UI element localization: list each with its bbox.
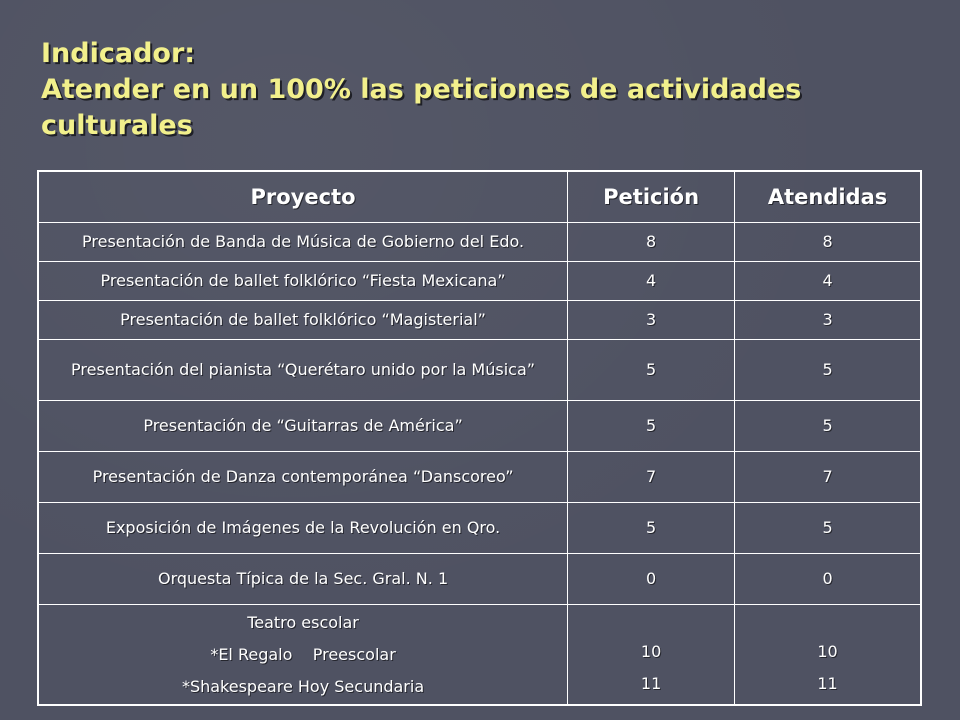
cell-peticion: 3: [568, 301, 735, 340]
header-proyecto: Proyecto: [38, 171, 568, 223]
table-row: [38, 340, 921, 401]
header-peticion: Petición: [568, 171, 735, 223]
cell-atendidas: 7: [735, 452, 921, 503]
table-row: [38, 401, 921, 452]
cell-proyecto: Orquesta Típica de la Sec. Gral. N. 1: [38, 554, 568, 605]
table-row: [38, 605, 921, 706]
cell-peticion: 5: [568, 401, 735, 452]
peticion-line: 10: [640, 642, 662, 661]
atendidas-line: 11: [817, 674, 838, 693]
table-row: [38, 503, 921, 554]
table-header-row: [38, 171, 921, 223]
cell-peticion: 7: [568, 452, 735, 503]
cell-proyecto: Presentación de “Guitarras de América”: [38, 401, 568, 452]
cell-atendidas: 5: [735, 340, 921, 401]
title-line-3: culturales: [41, 110, 193, 141]
proyecto-line: *Shakespeare Hoy Secundaria: [181, 676, 425, 696]
cell-atendidas: 5: [735, 503, 921, 554]
peticion-line: 11: [640, 674, 662, 693]
cell-proyecto: Presentación de Banda de Música de Gobierno del Edo.: [38, 223, 568, 262]
cell-proyecto: Presentación del pianista “Querétaro unido por la Música”: [38, 340, 568, 401]
table-row: [38, 223, 921, 262]
proyecto-line: *El Regalo Preescolar: [210, 644, 396, 664]
proyecto-line: Teatro escolar: [247, 612, 359, 632]
table-row: [38, 301, 921, 340]
cell-peticion: 4: [568, 262, 735, 301]
cell-peticion: 8: [568, 223, 735, 262]
title-line-2: Atender en un 100% las peticiones de actividades: [41, 74, 802, 105]
cell-proyecto: Presentación de ballet folklórico “Magisterial”: [38, 301, 568, 340]
cell-proyecto: Exposición de Imágenes de la Revolución en Qro.: [38, 503, 568, 554]
activities-table: [37, 170, 922, 706]
table-row: [38, 262, 921, 301]
cell-proyecto: Presentación de ballet folklórico “Fiesta Mexicana”: [38, 262, 568, 301]
header-atendidas: Atendidas: [735, 171, 921, 223]
cell-peticion: 0: [568, 554, 735, 605]
cell-atendidas: 5: [735, 401, 921, 452]
title-line-1: Indicador:: [41, 38, 196, 69]
table-row: [38, 452, 921, 503]
cell-atendidas: 0: [735, 554, 921, 605]
cell-atendidas: 4: [735, 262, 921, 301]
slide-title: [41, 36, 921, 144]
cell-peticion: 5: [568, 340, 735, 401]
cell-atendidas: [735, 605, 921, 706]
table-row: [38, 554, 921, 605]
cell-proyecto: Presentación de Danza contemporánea “Danscoreo”: [38, 452, 568, 503]
atendidas-line: 10: [817, 642, 838, 661]
cell-peticion: 5: [568, 503, 735, 554]
cell-atendidas: 3: [735, 301, 921, 340]
cell-proyecto: [38, 605, 568, 706]
cell-atendidas: 8: [735, 223, 921, 262]
cell-peticion: [568, 605, 735, 706]
